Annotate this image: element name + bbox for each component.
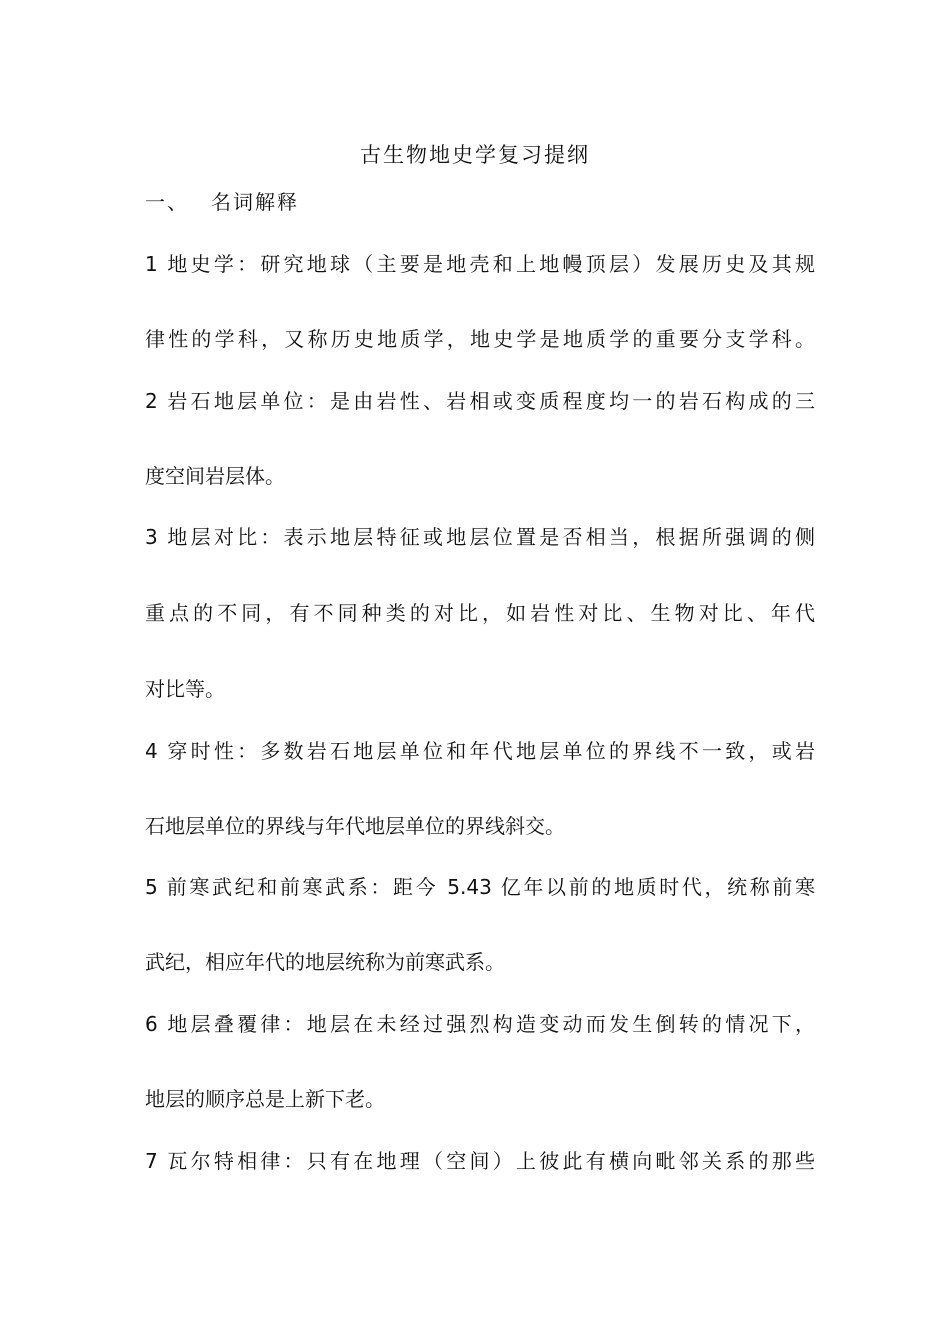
text-line: 1 地史学：研究地球（主要是地壳和上地幔顶层）发展历史及其规 [145, 252, 815, 276]
section-number: 一、 [145, 190, 189, 214]
text-line: 4 穿时性：多数岩石地层单位和年代地层单位的界线不一致，或岩 [145, 739, 815, 763]
text-line: 5 前寒武纪和前寒武系：距今 5.43 亿年以前的地质时代，统称前寒 [145, 875, 815, 899]
text-line: 6 地层叠覆律：地层在未经过强烈构造变动而发生倒转的情况下， [145, 1012, 815, 1036]
text-line: 石地层单位的界线与年代地层单位的界线斜交。 [145, 814, 565, 838]
text-line: 7 瓦尔特相律：只有在地理（空间）上彼此有横向毗邻关系的那些 [145, 1149, 815, 1173]
text-line: 对比等。 [145, 677, 225, 701]
text-line: 2 岩石地层单位：是由岩性、岩相或变质程度均一的岩石构成的三 [145, 389, 815, 413]
text-line: 律性的学科，又称历史地质学，地史学是地质学的重要分支学科。 [145, 327, 815, 351]
text-line: 地层的顺序总是上新下老。 [145, 1087, 385, 1111]
text-line: 3 地层对比：表示地层特征或地层位置是否相当，根据所强调的侧 [145, 525, 815, 549]
section-title: 名词解释 [211, 190, 299, 214]
document-title: 古生物地史学复习提纲 [360, 143, 590, 167]
text-line: 武纪，相应年代的地层统称为前寒武系。 [145, 950, 505, 974]
text-line: 重点的不同，有不同种类的对比，如岩性对比、生物对比、年代 [145, 601, 815, 625]
section-heading [145, 186, 299, 215]
text-line: 度空间岩层体。 [145, 464, 285, 488]
